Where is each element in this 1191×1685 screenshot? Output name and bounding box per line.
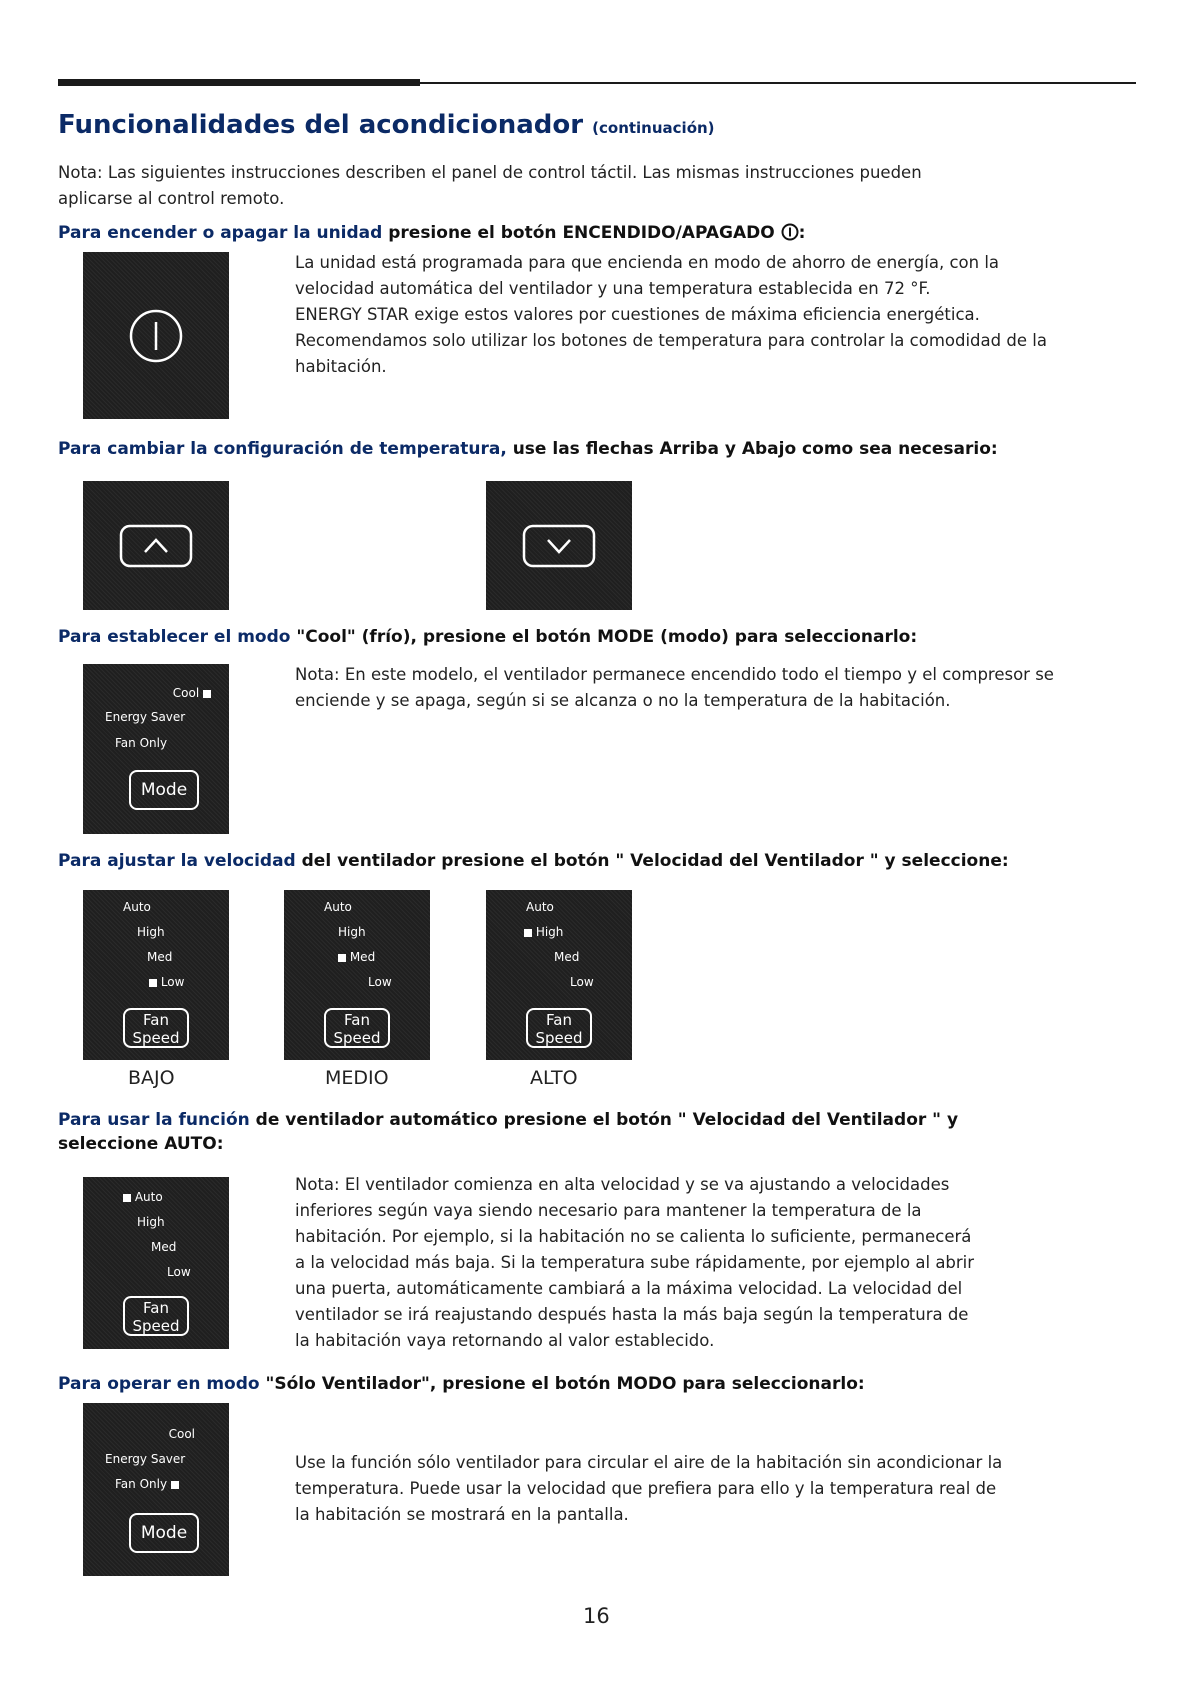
- fan-speed-button: [526, 1008, 592, 1048]
- fan-panel-low: [83, 890, 229, 1060]
- cool-note-line: Nota: En este modelo, el ventilador permanece encendido todo el tiempo y el compresor se: [295, 665, 1054, 684]
- heading-fan: [58, 849, 1009, 873]
- auto-note-line: una puerta, automáticamente cambiará a la máxima velocidad. La velocidad del: [295, 1279, 963, 1298]
- fan-label-med: Med: [554, 950, 580, 964]
- title-sub: (continuación): [592, 119, 715, 137]
- auto-note-line: habitación. Por ejemplo, si la habitación no se calienta lo suficiente, permanecerá: [295, 1227, 972, 1246]
- heading-temp-rest: use las flechas Arriba y Abajo como sea necesario:: [506, 439, 998, 459]
- fan-button-line: Speed: [333, 1029, 381, 1047]
- heading-fanonly-rest: "Sólo Ventilador", presione el botón MODO para seleccionarlo:: [259, 1374, 865, 1394]
- fan-label-med: [338, 950, 375, 964]
- heading-power-rest: presione el botón ENCENDIDO/APAGADO: [382, 223, 775, 243]
- chevron-up-icon: [119, 524, 193, 568]
- fan-button-line: Fan: [546, 1011, 572, 1029]
- mode-label-cool: Cool: [168, 1427, 195, 1441]
- fan-label-low: [149, 975, 184, 989]
- power-icon: [128, 308, 184, 364]
- fan-label-high: High: [137, 925, 165, 939]
- auto-note-line: a la velocidad más baja. Si la temperatura sube rápidamente, por ejemplo al abrir: [295, 1253, 975, 1272]
- fan-label-med: Med: [147, 950, 173, 964]
- fan-med-text: Med: [349, 950, 376, 964]
- heading-cool-rest: "Cool" (frío), presione el botón MODE (modo) para seleccionarlo:: [290, 627, 918, 647]
- temp-up-panel: [83, 481, 229, 610]
- fan-label-auto: Auto: [526, 900, 554, 914]
- intro-line: aplicarse al control remoto.: [58, 189, 285, 208]
- header-rule: [58, 82, 1136, 84]
- power-text-line: ENERGY STAR exige estos valores por cuestiones de máxima eficiencia energética.: [295, 305, 980, 324]
- fan-only-text: [295, 1450, 1002, 1528]
- selected-indicator: [338, 954, 346, 962]
- heading-power: [58, 221, 805, 245]
- fan-speed-button: [123, 1008, 189, 1048]
- fan-button-line: Fan: [143, 1011, 169, 1029]
- power-text-line: habitación.: [295, 357, 387, 376]
- fan-label-low: Low: [570, 975, 594, 989]
- auto-note-line: Nota: El ventilador comienza en alta velocidad y se va ajustando a velocidades: [295, 1175, 950, 1194]
- caption-high: ALTO: [530, 1067, 578, 1089]
- power-button-panel: [83, 252, 229, 419]
- page-title: [58, 110, 715, 140]
- heading-fan-lead: Para ajustar la velocidad: [58, 851, 296, 871]
- fan-auto-text: Auto: [134, 1190, 163, 1204]
- cool-note-line: enciende y se apaga, según si se alcanza o no la temperatura de la habitación.: [295, 691, 951, 710]
- heading-cool-lead: Para establecer el modo: [58, 627, 291, 647]
- mode-fanonly-text: Fan Only: [115, 1477, 168, 1491]
- intro-line: Nota: Las siguientes instrucciones describen el panel de control táctil. Las mismas instrucciones pueden: [58, 163, 922, 182]
- heading-auto-line2: seleccione AUTO:: [58, 1134, 224, 1154]
- mode-button: [129, 770, 199, 810]
- fan-only-line: temperatura. Puede usar la velocidad que prefiera para ello y la temperatura real de: [295, 1479, 997, 1498]
- fan-label-high: [524, 925, 563, 939]
- fan-panel-med: [284, 890, 430, 1060]
- fan-label-high: High: [137, 1215, 165, 1229]
- fan-label-auto: Auto: [324, 900, 352, 914]
- heading-power-colon: :: [798, 223, 806, 243]
- fan-panel-high: [486, 890, 632, 1060]
- mode-label-energy: Energy Saver: [105, 1452, 186, 1466]
- mode-button-label: Mode: [140, 780, 188, 800]
- fan-button-line: Fan: [344, 1011, 370, 1029]
- fan-label-low: Low: [368, 975, 392, 989]
- heading-fan-only: [58, 1372, 865, 1396]
- mode-label-fan-only: [115, 1477, 179, 1491]
- fan-button-line: Speed: [132, 1317, 180, 1335]
- auto-note-line: ventilador se irá reajustando después hasta la más baja según la temperatura de: [295, 1305, 969, 1324]
- heading-fan-rest: del ventilador presione el botón " Velocidad del Ventilador " y seleccione:: [295, 851, 1009, 871]
- fan-high-text: High: [535, 925, 564, 939]
- heading-fanonly-lead: Para operar en modo: [58, 1374, 260, 1394]
- power-text-line: Recomendamos solo utilizar los botones de temperatura para controlar la comodidad de la: [295, 331, 1047, 350]
- fan-button-line: Speed: [132, 1029, 180, 1047]
- fan-low-text: Low: [160, 975, 185, 989]
- mode-button: [129, 1513, 199, 1553]
- fan-label-low: Low: [167, 1265, 191, 1279]
- chevron-down-icon: [522, 524, 596, 568]
- heading-temp-lead: Para cambiar la configuración de temperatura,: [58, 439, 507, 459]
- intro-note: [58, 160, 922, 212]
- fan-label-auto: [123, 1190, 163, 1204]
- heading-temp: [58, 437, 998, 461]
- fan-only-line: Use la función sólo ventilador para circular el aire de la habitación sin acondicionar la: [295, 1453, 1003, 1472]
- fan-panel-auto: [83, 1177, 229, 1349]
- power-text-line: velocidad automática del ventilador y una temperatura establecida en 72 °F.: [295, 279, 931, 298]
- selected-indicator: [203, 690, 211, 698]
- heading-auto-lead: Para usar la función: [58, 1110, 250, 1130]
- mode-cool-text: Cool: [172, 686, 200, 700]
- fan-speed-button: [123, 1296, 189, 1336]
- mode-label-cool: [173, 686, 211, 700]
- power-text-line: La unidad está programada para que encienda en modo de ahorro de energía, con la: [295, 253, 1000, 272]
- power-text: [295, 250, 1047, 380]
- fan-only-line: la habitación se mostrará en la pantalla.: [295, 1505, 629, 1524]
- mode-panel-cool: [83, 664, 229, 834]
- caption-med: MEDIO: [325, 1067, 389, 1089]
- heading-auto-rest: de ventilador automático presione el botón " Velocidad del Ventilador " y: [249, 1110, 959, 1130]
- title-main: Funcionalidades del acondicionador: [58, 110, 584, 140]
- fan-button-line: Speed: [535, 1029, 583, 1047]
- selected-indicator: [123, 1194, 131, 1202]
- mode-panel-fan-only: [83, 1403, 229, 1576]
- fan-button-line: Fan: [143, 1299, 169, 1317]
- heading-power-lead: Para encender o apagar la unidad: [58, 223, 383, 243]
- page-number: 16: [583, 1604, 610, 1628]
- mode-button-label: Mode: [140, 1523, 188, 1543]
- fan-speed-button: [324, 1008, 390, 1048]
- mode-label-energy: Energy Saver: [105, 710, 186, 724]
- selected-indicator: [149, 979, 157, 987]
- temp-down-panel: [486, 481, 632, 610]
- auto-note: [295, 1172, 974, 1354]
- selected-indicator: [524, 929, 532, 937]
- fan-label-auto: Auto: [123, 900, 151, 914]
- caption-low: BAJO: [128, 1067, 175, 1089]
- fan-label-med: Med: [151, 1240, 177, 1254]
- heading-auto: [58, 1108, 958, 1156]
- auto-note-line: inferiores según vaya siendo necesario para mantener la temperatura de la: [295, 1201, 922, 1220]
- cool-note: [295, 662, 1054, 714]
- auto-note-line: la habitación vaya retornando al valor establecido.: [295, 1331, 715, 1350]
- heading-cool: [58, 625, 917, 649]
- mode-label-fan-only: Fan Only: [115, 736, 168, 750]
- selected-indicator: [171, 1481, 179, 1489]
- fan-label-high: High: [338, 925, 366, 939]
- power-symbol-icon: [781, 223, 799, 241]
